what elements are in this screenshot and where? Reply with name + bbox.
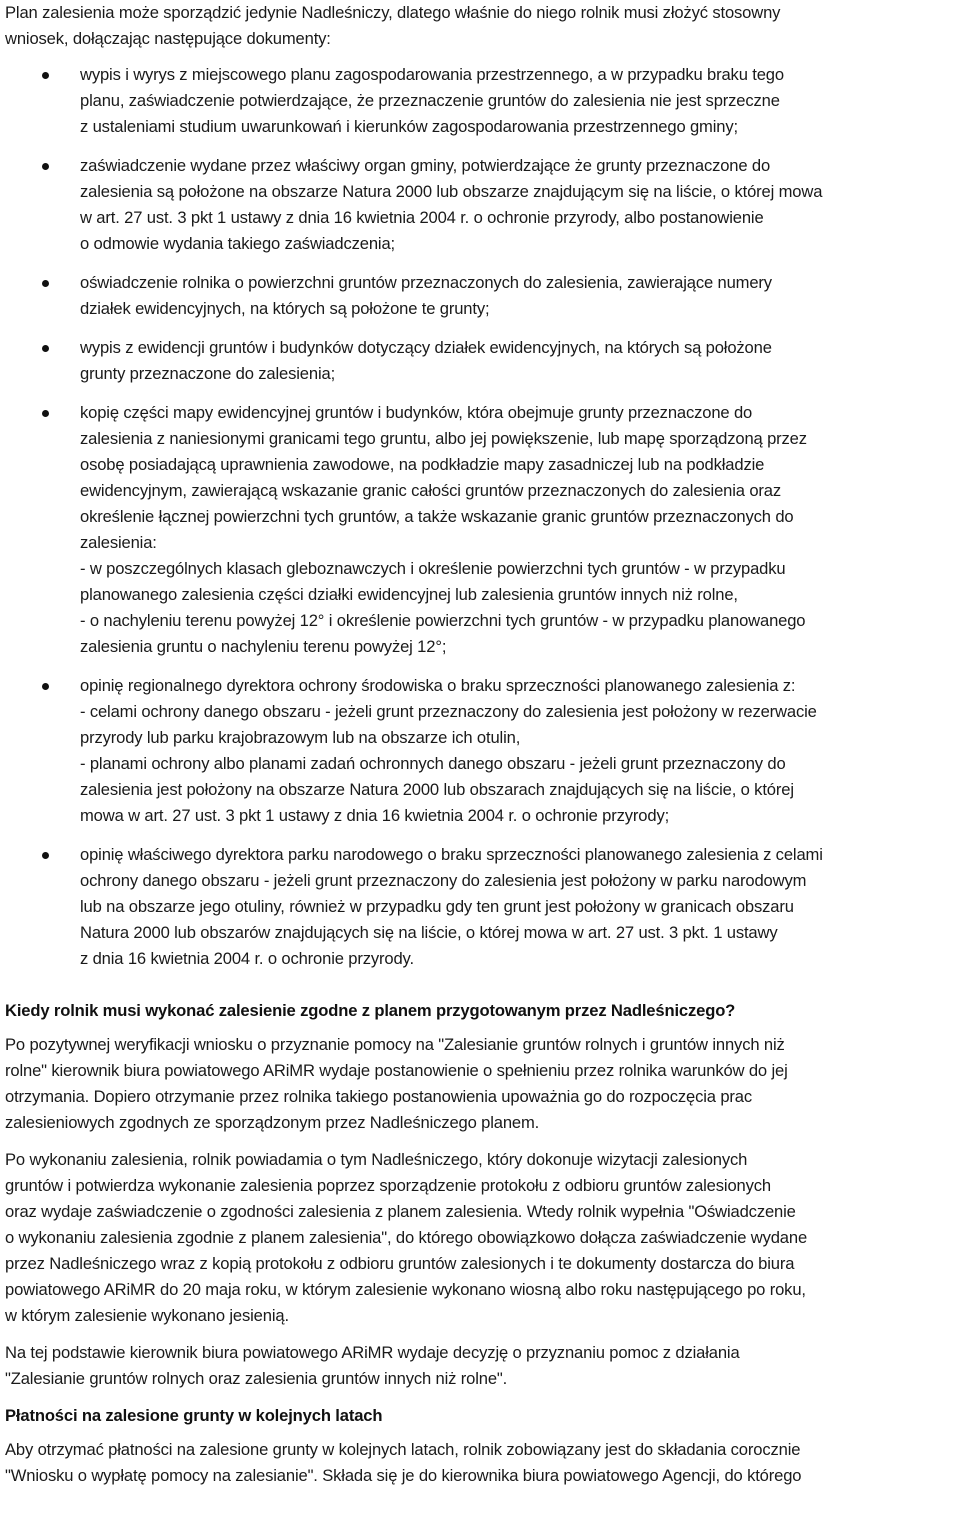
list-item [5,62,957,140]
list-item-text: opinię regionalnego dyrektora ochrony środowiska o braku sprzeczności planowanego zalesienia z: - celami ochrony danego obszaru - jeżeli grunt przeznaczony do zalesienia jest położony w rezerwacie przyrody lub parku krajobrazowym lub na obszarze ich otulin, - planami ochrony albo planami zadań ochronnych danego obszaru - jeżeli grunt przeznaczony do zalesienia jest położony na obszarze Natura 2000 lub obszarach znajdujących się na liście, o której mowa w art. 27 ust. 3 pkt 1 ustawy z dnia 16 kwietnia 2004 r. o ochronie przyrody; [80,676,817,825]
bullet-icon [42,72,49,79]
bullet-icon [42,345,49,352]
paragraph-payments: Aby otrzymać płatności na zalesione grunty w kolejnych latach, rolnik zobowiązany jest do składania corocznie "Wniosku o wypłatę pomocy na zalesianie". Składa się je do kierownika biura powiatowego Agencji, do którego [5,1440,802,1485]
list-item-text: zaświadczenie wydane przez właściwy organ gminy, potwierdzające że grunty przeznaczone do zalesienia są położone na obszarze Natura 2000 lub obszarze znajdującym się na liście, o której mowa w art. 27 ust. 3 pkt 1 ustawy z dnia 16 kwietnia 2004 r. o ochronie przyrody, albo postanowienie o odmowie wydania takiego zaświadczenia; [80,156,823,253]
list-item [5,673,957,829]
section-heading-payments: Płatności na zalesione grunty w kolejnych latach [5,1406,383,1425]
paragraph-verification: Po pozytywnej weryfikacji wniosku o przyznanie pomocy na "Zalesianie gruntów rolnych i gruntów innych niż rolne" kierownik biura powiatowego ARiMR wydaje postanowienie o spełnieniu przez rolnika warunków do jej otrzymania. Dopiero otrzymanie przez rolnika takiego postanowienia upoważnia go do rozpoczęcia prac zalesieniowych zgodnych ze sporządzonym przez Nadleśniczego planem. [5,1035,788,1132]
document-page [5,0,957,1489]
paragraph-after-afforestation: Po wykonaniu zalesienia, rolnik powiadamia o tym Nadleśniczego, który dokonuje wizytacji zalesionych gruntów i potwierdza wykonanie zalesienia poprzez sporządzenie protokołu z odbioru gruntów zalesionych oraz wydaje zaświadczenie o zgodności zalesienia z planem zalesienia. Wtedy rolnik wypełnia "Oświadczenie o wykonaniu zalesienia zgodnie z planem zalesienia", do którego obowiązkowo dołącza zaświadczenie wydane przez Nadleśniczego wraz z kopią protokołu z odbioru gruntów zalesionych i te dokumenty dostarcza do biura powiatowego ARiMR do 20 maja roku, w którym zalesienie wykonano wiosną albo roku następującego po roku, w którym zalesienie wykonano jesienią. [5,1150,808,1325]
list-item-text: kopię części mapy ewidencyjnej gruntów i budynków, która obejmuje grunty przeznaczone do zalesienia z naniesionymi granicami tego gruntu, albo jej powiększenie, lub mapę sporządzoną przez osobę posiadającą uprawnienia zawodowe, na podkładzie mapy zasadniczej lub na podkładzie ewidencyjnym, zawierającą wskazanie granic całości gruntów przeznaczonych do zalesienia oraz określenie łącznej powierzchni tych gruntów, a także wskazanie granic gruntów przeznaczonych do zalesienia: - w poszczególnych klasach gleboznawczych i określenie powierzchni tych gruntów - w przypadku planowanego zalesienia części działki ewidencyjnej lub zalesienia gruntów innych niż rolne, - o nachyleniu terenu powyżej 12° i określenie powierzchni tych gruntów - w przypadku planowanego zalesienia gruntu o nachyleniu terenu powyżej 12°; [80,403,807,656]
list-item [5,335,957,387]
list-item-text: wypis i wyrys z miejscowego planu zagospodarowania przestrzennego, a w przypadku braku tego planu, zaświadczenie potwierdzające, że przeznaczenie gruntów do zalesienia nie jest sprzeczne z ustaleniami studium uwarunkowań i kierunków zagospodarowania przestrzennego gminy; [80,65,784,136]
list-item-text: opinię właściwego dyrektora parku narodowego o braku sprzeczności planowanego zalesienia z celami ochrony danego obszaru - jeżeli grunt przeznaczony do zalesienia jest położony w parku narodowym lub na obszarze jego otuliny, również w przypadku gdy ten grunt jest położony w granicach obszaru Natura 2000 lub obszarów znajdujących się na liście, o której mowa w art. 27 ust. 3 pkt. 1 ustawy z dnia 16 kwietnia 2004 r. o ochronie przyrody. [80,845,823,968]
list-item-text: oświadczenie rolnika o powierzchni gruntów przeznaczonych do zalesienia, zawierające numery działek ewidencyjnych, na których są położone te grunty; [80,273,772,318]
list-item [5,153,957,257]
bullet-icon [42,410,49,417]
required-documents-list [5,62,957,972]
list-item-text: wypis z ewidencji gruntów i budynków dotyczący działek ewidencyjnych, na których są położone grunty przeznaczone do zalesienia; [80,338,772,383]
list-item [5,270,957,322]
list-item [5,842,957,972]
bullet-icon [42,852,49,859]
bullet-icon [42,280,49,287]
bullet-icon [42,683,49,690]
intro-paragraph: Plan zalesienia może sporządzić jedynie Nadleśniczy, dlatego właśnie do niego rolnik musi złożyć stosowny wniosek, dołączając następujące dokumenty: [5,3,781,48]
list-item [5,400,957,660]
bullet-icon [42,163,49,170]
section-heading-when: Kiedy rolnik musi wykonać zalesienie zgodne z planem przygotowanym przez Nadleśniczego? [5,1001,736,1020]
paragraph-decision: Na tej podstawie kierownik biura powiatowego ARiMR wydaje decyzję o przyznaniu pomoc z działania "Zalesianie gruntów rolnych oraz zalesienia gruntów innych niż rolne". [5,1343,740,1388]
